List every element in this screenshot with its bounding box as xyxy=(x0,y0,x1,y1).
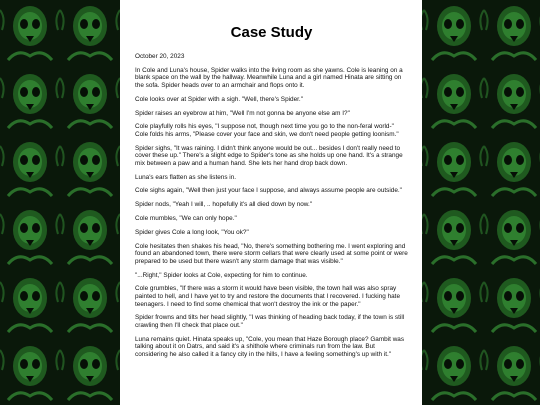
story-paragraph: Spider frowns and tilts her head slightly, "I was thinking of heading back today, if the town is still crawling then I'll check that place out." xyxy=(135,314,405,329)
story-paragraph: Cole looks over at Spider with a sigh. "Well, there's Spider." xyxy=(135,95,303,103)
decorative-skull-pattern-left xyxy=(0,0,120,405)
decorative-skull-pattern-right xyxy=(422,0,540,405)
story-paragraph: Cole sighs again, "Well then just your face I suppose, and always assume people are outside." xyxy=(135,187,402,195)
story-paragraph: Spider nods, "Yeah I will, .. hopefully it's all died down by now." xyxy=(135,201,313,209)
story-paragraph: Spider gives Cole a long look, "You ok?" xyxy=(135,228,249,236)
story-paragraph: Cole hesitates then shakes his head, "No, there's something bothering me. I went exploring and found an abandoned town, there were storm cellars that were clearly used at some point or were prepared to be used but there wasn't any storm damage that was visible." xyxy=(135,242,408,265)
story-paragraph: "...Right," Spider looks at Cole, expecting for him to continue. xyxy=(135,271,308,279)
story-paragraph: Cole grumbles, "If there was a storm it would have been visible, the town hall was also spray painted to hell, and I have yet to try and restore the documents that I recovered. I fucking hate teenagers. I need to find some chemical that won't destroy the ink or the paper." xyxy=(135,285,401,308)
background-pattern-right xyxy=(422,0,540,405)
story-paragraph: Cole mumbles, "We can only hope." xyxy=(135,215,237,222)
story-paragraph: In Cole and Luna's house, Spider walks into the living room as she yawns. Cole is leaning on a blank space on the wall by the hallway. Meanwhile Luna and a girl named Hinata are sitting on the sofa. Spider heads over to an armchair and flops onto it. xyxy=(135,66,403,89)
document-content xyxy=(120,0,422,358)
story-paragraph: Luna remains quiet. Hinata speaks up, "Cole, you mean that Haze Borough place? Gambit was talking about it on Datrs, and said it's a shithole where criminals run from the law. But considering he also called it a fancy city in the hills, I have a feeling something's up with it." xyxy=(135,335,405,358)
date-line: October 20, 2023 xyxy=(135,53,185,60)
document-page xyxy=(120,0,422,405)
story-paragraph: Spider raises an eyebrow at him, "Well I'm not gonna be anyone else am I?" xyxy=(135,109,350,117)
page-title: Case Study xyxy=(230,24,313,41)
story-paragraph: Luna's ears flatten as she listens in. xyxy=(135,173,237,181)
background-pattern-left xyxy=(0,0,120,405)
story-paragraph: Spider sighs, "It was raining. I didn't think anyone would be out... besides I don't really need to cover these up." There's a slight edge to Spider's tone as she holds up one hand. It's a strange mix between a paw and a human hand. She lets her hand drop back down. xyxy=(135,144,403,167)
story-paragraph: Cole playfully rolls his eyes, "I suppose not, though next time you go to the non-feral world-" Cole folds his arms, "Please cover your face and skin, we don't need people getting loonism." xyxy=(135,123,399,138)
